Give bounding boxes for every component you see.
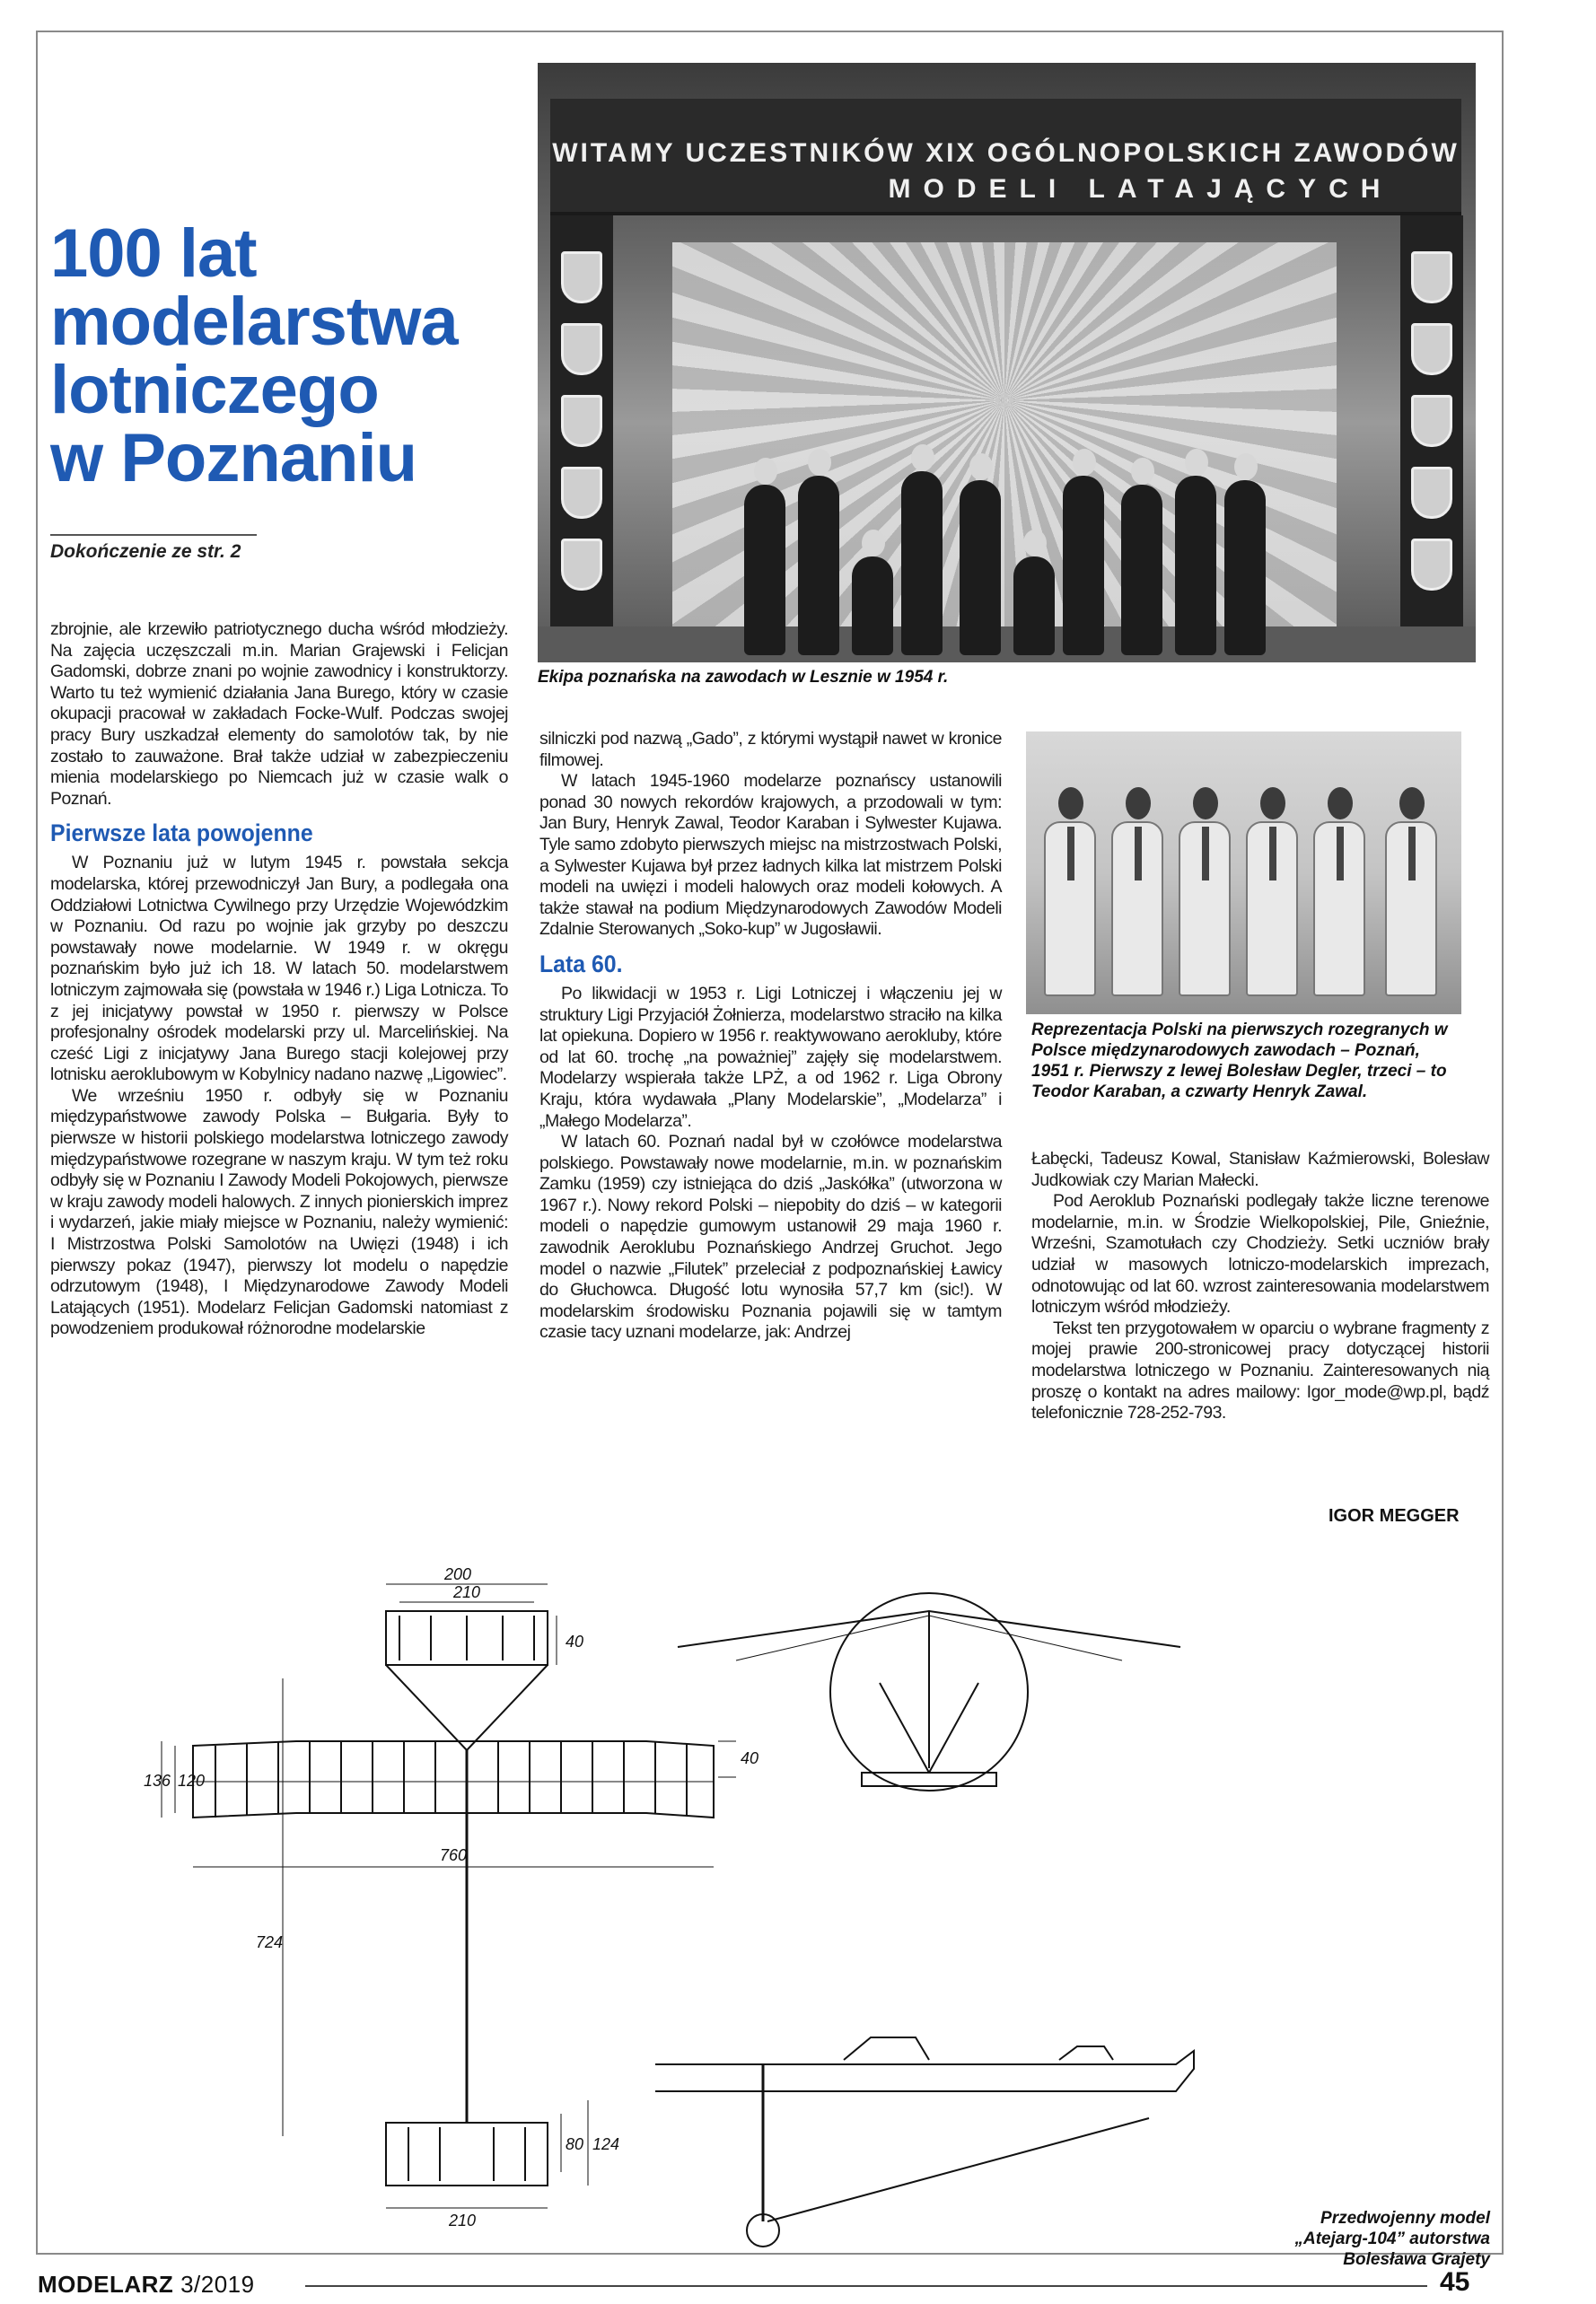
section-heading: Pierwsze lata powojenne [50,819,313,847]
person [744,485,785,655]
issue-number: 3/2019 [180,2271,255,2298]
paragraph: silniczki pod nazwą „Gado”, z którymi wystąpił nawet w kronice filmowej. [539,729,1002,770]
paragraph: W latach 1945-1960 modelarze poznańscy ustanowili ponad 30 nowych rekordów krajowych, a przodowali w tym: Jan Bury, Henryk Zawal, Teodor Karaban i Sylwester Kujawa. Tyle samo zdobyto pierwszych miejsc na mistrzostwach Polski, a Sylwester Kujawa był przez ładnych kilka lat mistrzem Polski modeli na uwięzi i modeli halowych oraz modeli kołowych. A także stawał na podium Międzynarodowych Zawodów Modeli Zdalnie Sterowanych „Soko-kup” w Jugosławii. [539,771,1002,940]
magazine-name [38,2271,255,2299]
coat-of-arms-icon [1411,467,1452,519]
person [1385,821,1437,996]
drawing-caption [1185,2208,1490,2270]
welcome-banner [550,99,1461,215]
top-photo-caption: Ekipa poznańska na zawodach w Lesznie w 1954 r. [538,668,949,687]
author-signature: IGOR MEGGER [1329,1506,1460,1526]
coat-of-arms-icon [561,323,602,375]
person [1063,476,1104,655]
banner-line-1: WITAMY UCZESTNIKÓW XIX OGÓLNOPOLSKICH ZAWODÓW [552,138,1460,168]
paragraph: W Poznaniu już w lutym 1945 r. powstała sekcja modelarska, której przewodniczył Jan Bury, a podlegała ona Oddziałowi Lotnictwa Cywilnego przy Urzędzie Wojewódzkim w Poznaniu. Od razu po wojnie jak grzyby po deszczu powstawały nowe modelarnie. W 1949 r. w okręgu poznańskim było już ich 18. W latach 50. modelarstwem lotniczym zajmowała się (powstała w 1946 r.) Liga Lotnicza. To z jej inicjatywy powstał w 1950 r. pierwszy w Polsce profesjonalny ośrodek modelarski przy ul. Marcelińskiej. Na cześć Ligi z inicjatywy Jana Burego stacji kolejowej przy lotnisku aeroklubowym w Kobylnicy nadano nazwę „Ligowiec”. [50,853,508,1085]
paragraph: Łabęcki, Tadeusz Kowal, Stanisław Kaźmierowski, Bolesław Judkowiak czy Marian Małecki. [1031,1149,1489,1190]
page-number: 45 [1440,2267,1470,2297]
dim-label: 200 [444,1565,472,1583]
article-title [50,215,481,496]
dim-label: 724 [256,1933,284,1951]
dim-label: 120 [178,1772,206,1790]
right-pillar [1400,215,1463,655]
side-pylon [844,2037,929,2060]
person [901,471,943,655]
caption-line: „Atejarg-104” autorstwa [1294,2230,1490,2248]
person [1013,556,1055,655]
dim-label: 760 [440,1846,468,1864]
dim-label: 40 [566,1633,584,1651]
person [1121,485,1162,655]
section-heading: Lata 60. [539,950,623,977]
continued-note: Dokończenie ze str. 2 [50,541,241,562]
paragraph: Pod Aeroklub Poznański podlegały także liczne terenowe modelarnie, m.in. w Środzie Wielkopolskiej, Pile, Gnieźnie, Wrześni, Szamotułach czy Chodzieży. Setki uczniów brały udział w masowych lotniczo-modelarskich imprezach, odnotowując od lat 60. wzrost zainteresowania modelarstwem lotniczym wśród młodzieży. [1031,1191,1489,1318]
title-line: 100 lat [50,215,257,292]
title-line: modelarstwa [50,284,458,360]
coat-of-arms-icon [1411,539,1452,591]
person [798,476,839,655]
person [852,556,893,655]
article-column-2 [539,729,1002,1344]
coat-of-arms-icon [1411,251,1452,303]
coat-of-arms-icon [561,395,602,447]
paragraph: Tekst ten przygotowałem w oparciu o wybrane fragmenty z mojej prawie 200-stronicowej pracy dotyczącej historii modelarstwa lotniczego w Poznaniu. Zainteresowanych nią proszę o kontakt na adres mailowy: Igor_mode@wp.pl, bądź telefonicznie 728-252-793. [1031,1318,1489,1424]
left-pillar [550,215,613,655]
article-column-1 [50,619,508,1340]
footer-rule [305,2285,1427,2287]
magazine-title: MODELARZ [38,2271,174,2298]
side-fuselage-outline [655,2051,1194,2091]
dim-label: 136 [144,1772,171,1790]
dim-label: 210 [453,1583,481,1601]
person [1044,821,1096,996]
coat-of-arms-icon [1411,395,1452,447]
caption-line: Bolesława Grajety [1343,2250,1490,2269]
dim-label: 124 [592,2135,620,2153]
person [1179,821,1231,996]
wing-outline [193,1741,714,1818]
banner-line-2: MODELI LATAJĄCYCH [888,174,1393,204]
title-divider [50,534,257,536]
person [1111,821,1163,996]
paragraph: We wrześniu 1950 r. odbyły się w Poznaniu międzypaństwowe zawody Polska – Bułgaria. Były to pierwsze w historii polskiego modelarstwa lotniczego zawody międzypaństwowe rozegrane w naszym kraju. W tym też roku odbyły się w Poznaniu I Zawody Modeli Pokojowych, pierwsze w kraju zawody modeli halowych. Z innych pionierskich imprez i wydarzeń, jakie miały miejsce w Poznaniu, należy wymienić: I Mistrzostwa Polski Samolotów na Uwięzi (1948) i ich pierwszy pokaz (1947), pierwszy lot modelu o napędzie odrzutowym (1948), I Międzynarodowe Zawody Modeli Latających (1951). Modelarz Felicjan Gadomski natomiast z powodzeniem produkował różnorodne modelarskie [50,1085,508,1339]
caption-line: Przedwojenny model [1320,2209,1490,2228]
title-line: w Poznaniu [50,420,417,496]
dim-label: 80 [566,2135,584,2153]
title-line: lotniczego [50,352,379,428]
model-plan-drawing [90,1562,1400,2262]
coat-of-arms-icon [1411,323,1452,375]
dim-label: 210 [449,2212,477,2230]
person [1313,821,1365,996]
person [1246,821,1298,996]
dim-label: 40 [741,1749,759,1767]
front-stabilizer-outline [386,2123,548,2186]
paragraph: Po likwidacji w 1953 r. Ligi Lotniczej i włączeniu jej w struktury Ligi Przyjaciół Żołnierza, modelarstwo straciło na kilka lat opiekuna. Dopiero w 1956 r. reaktywowano aerokluby, które od lat 60. trochę „na poważniej” zajęły się modelarstwem. Modelarzy wspierała także LPŻ, a od 1962 r. Liga Obrony Kraju, która wydawała „Plany Modelarskie”, „Modelarza” i „Małego Modelarza”. [539,983,1002,1131]
team-group [744,413,1265,655]
coat-of-arms-icon [561,539,602,591]
person [960,480,1001,655]
person [1175,476,1216,655]
middle-photo-caption: Reprezentacja Polski na pierwszych rozegranych w Polsce międzynarodowych zawodach – Poznań, 1951 r. Pierwszy z lewej Bolesław Degler, trzeci – to Teodor Karaban, a czwarty Henryk Zawal. [1031,1021,1448,1101]
national-team-photo [1026,731,1461,1014]
competition-team-photo [538,63,1476,662]
article-column-3 [1031,1149,1489,1424]
paragraph: zbrojnie, ale krzewiło patriotycznego ducha wśród młodzieży. Na zajęcia uczęszczali m.in. Marian Grajewski i Felicjan Gadomski, dobrze znani po wojnie zawodnicy i konstruktorzy. Warto tu też wymienić działania Jana Burego, który w czasie okupacji pracował w zakładach Focke-Wulf. Podczas swojej pracy Bury uszkadzał elementy do samolotów tak, by nie zostało to zauważone. Brał także udział w zabezpieczeniu mienia modelarskiego po Niemcach już w czasie walk o Poznań. [50,619,508,809]
coat-of-arms-icon [561,251,602,303]
paragraph: W latach 60. Poznań nadal był w czołówce modelarstwa polskiego. Powstawały nowe modelarnie, m.in. w poznańskim Zamku (1959) czy istniejąca do dziś „Jaskółka” (utworzona w 1967 r.). Nowy rekord Polski – niepobity do dziś – w kategorii modeli o napędzie gumowym ustanowił 29 maja 1960 r. zawodnik Aeroklubu Poznańskiego Andrzej Gruchot. Jego model o nazwie „Filutek” przeleciał z podpoznańskiej Ławicy do Głuchowca. Długość lotu wynosiła 57,7 km (sic!). W modelarskim środowisku Poznania pojawili się w tamtym czasie tacy uznani modelarze, jak: Andrzej [539,1132,1002,1343]
coat-of-arms-icon [561,467,602,519]
person [1224,480,1266,655]
